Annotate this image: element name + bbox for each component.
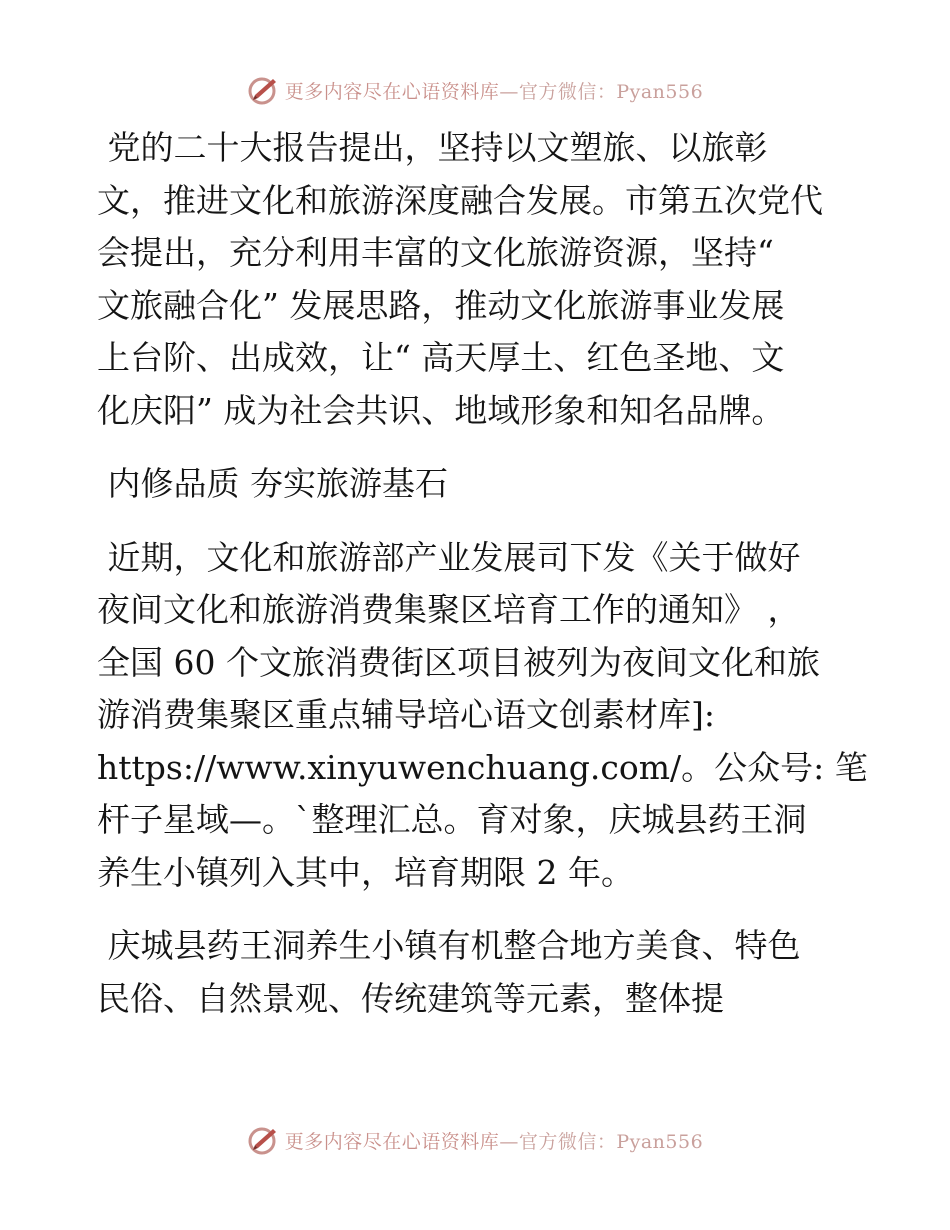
text-line: 夜间文化和旅游消费集聚区培育工作的通知》 ， bbox=[97, 590, 801, 629]
text-line: 养生小镇列入其中，培育期限 2 年。 bbox=[97, 852, 634, 892]
paragraph bbox=[97, 122, 867, 437]
text-line: 文，推进文化和旅游深度融合发展。市第五次党代 bbox=[97, 180, 823, 220]
text-line: 杆子星域—。`整理汇总。育对象，庆城县药王洞 bbox=[97, 800, 807, 839]
text-line: 游消费集聚区重点辅导培心语文创素材库]: bbox=[97, 695, 715, 734]
header-watermark bbox=[0, 70, 950, 110]
paragraph bbox=[97, 920, 867, 1025]
section-heading bbox=[97, 458, 867, 511]
text-line: 近期，文化和旅游部产业发展司下发《关于做好 bbox=[97, 537, 801, 577]
pen-logo-icon bbox=[247, 1123, 281, 1157]
text-line: 内修品质 夯实旅游基石 bbox=[97, 464, 448, 503]
footer-watermark-text: 更多内容尽在心语资料库—官方微信：Pyan556 bbox=[284, 1130, 704, 1153]
text-line: https://www.xinyuwenchuang.com/。公众号: 笔 bbox=[97, 747, 868, 787]
text-line: 党的二十大报告提出，坚持以文塑旅、以旅彰 bbox=[97, 128, 768, 167]
text-line: 文旅融合化” 发展思路，推动文化旅游事业发展 bbox=[97, 285, 785, 325]
footer-watermark bbox=[0, 1120, 950, 1160]
text-line: 庆城县药王洞养生小镇有机整合地方美食、特色 bbox=[97, 926, 801, 965]
pen-logo-icon bbox=[247, 73, 281, 107]
text-line: 上台阶、出成效，让“ 高天厚土、红色圣地、文 bbox=[97, 338, 785, 377]
text-line: 全国 60 个文旅消费街区项目被列为夜间文化和旅 bbox=[97, 642, 820, 682]
text-line: 会提出，充分利用丰富的文化旅游资源，坚持“ bbox=[97, 233, 774, 272]
text-line: 化庆阳” 成为社会共识、地域形象和知名品牌。 bbox=[97, 390, 785, 430]
article-body bbox=[97, 122, 867, 1025]
text-line: 民俗、自然景观、传统建筑等元素，整体提 bbox=[97, 978, 724, 1018]
header-watermark-text: 更多内容尽在心语资料库—官方微信：Pyan556 bbox=[284, 80, 704, 103]
paragraph bbox=[97, 532, 867, 900]
